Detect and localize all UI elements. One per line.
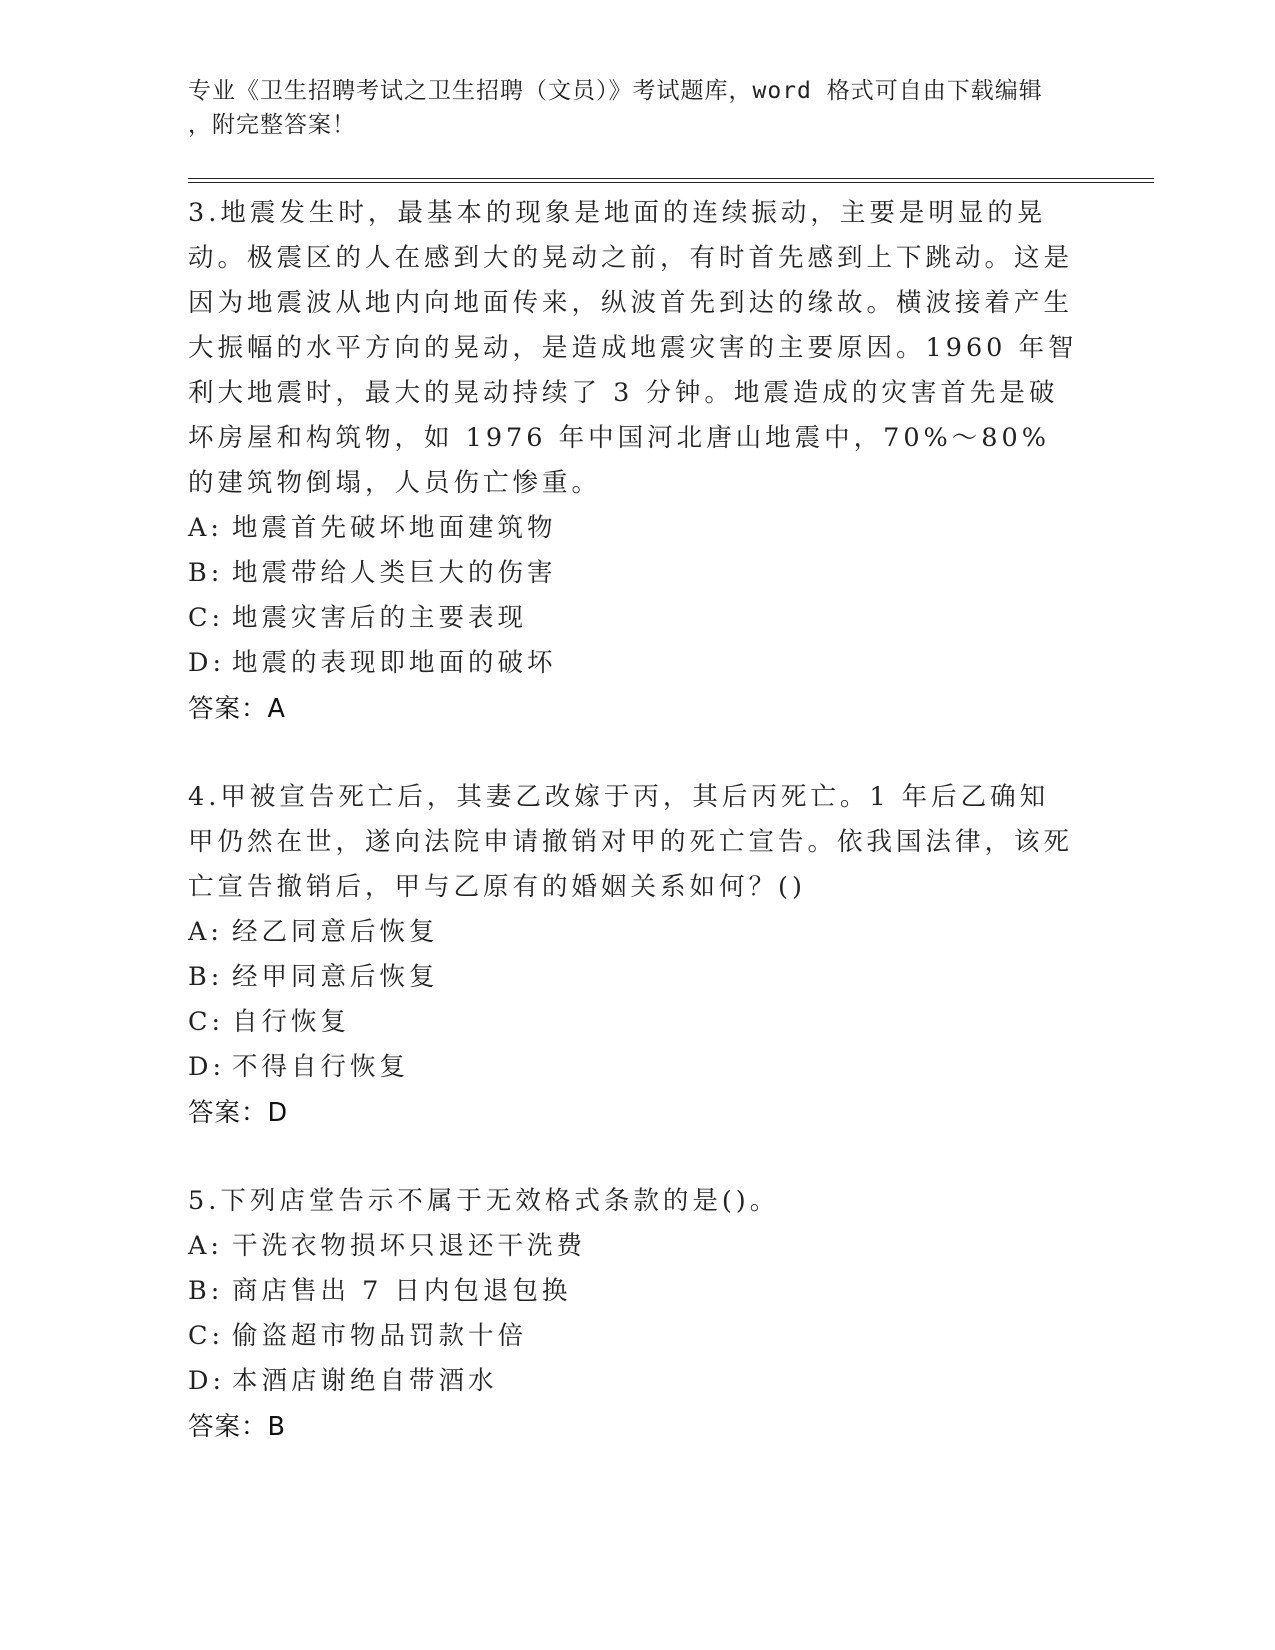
question-text: 5.下列店堂告示不属于无效格式条款的是()。: [188, 1186, 780, 1216]
option-text: 地震的表现即地面的破坏: [232, 648, 557, 678]
option-c: [188, 1314, 1078, 1359]
option-key: D:: [188, 1366, 226, 1396]
option-d: [188, 641, 1078, 686]
option-text: 经甲同意后恢复: [232, 962, 439, 992]
header-line-2: ，附完整答案！: [188, 112, 356, 138]
option-key: C:: [188, 1007, 225, 1037]
option-key: B:: [188, 962, 224, 992]
option-text: 自行恢复: [232, 1007, 351, 1037]
option-key: B:: [188, 558, 224, 588]
option-b: [188, 1269, 1078, 1314]
option-text: 地震带给人类巨大的伤害: [232, 558, 557, 588]
question-5: [188, 1179, 1078, 1450]
header-rule-top: [188, 178, 1154, 179]
option-key: A:: [188, 917, 224, 947]
option-key: C:: [188, 1321, 225, 1351]
question-list: [188, 191, 1078, 1493]
header-line-1: 专业《卫生招聘考试之卫生招聘（文员）》考试题库，word 格式可自由下载编辑: [188, 78, 1043, 104]
option-c: [188, 1000, 1078, 1045]
option-b: [188, 551, 1078, 596]
option-key: B:: [188, 1276, 224, 1306]
option-text: 不得自行恢复: [232, 1052, 410, 1082]
option-text: 地震灾害后的主要表现: [232, 603, 528, 633]
question-3: [188, 191, 1078, 732]
option-text: 本酒店谢绝自带酒水: [232, 1366, 498, 1396]
answer-label: 答案：A: [188, 694, 286, 724]
question-4: [188, 775, 1078, 1136]
option-text: 偷盗超市物品罚款十倍: [232, 1321, 528, 1351]
document-header: [188, 74, 1088, 142]
option-key: A:: [188, 513, 224, 543]
option-key: D:: [188, 1052, 226, 1082]
option-a: [188, 506, 1078, 551]
option-key: A:: [188, 1231, 224, 1261]
option-d: [188, 1359, 1078, 1404]
option-text: 商店售出 7 日内包退包换: [232, 1276, 572, 1306]
header-rule-bottom: [188, 182, 1154, 183]
option-text: 经乙同意后恢复: [232, 917, 439, 947]
option-c: [188, 596, 1078, 641]
option-a: [188, 1224, 1078, 1269]
option-key: D:: [188, 648, 226, 678]
option-text: 地震首先破坏地面建筑物: [232, 513, 557, 543]
answer-label: 答案：D: [188, 1098, 289, 1128]
question-text: 4.甲被宣告死亡后，其妻乙改嫁于丙，其后丙死亡。1 年后乙确知甲仍然在世，遂向法院申请撤销对甲的死亡宣告。依我国法律，该死亡宣告撤销后，甲与乙原有的婚姻关系如何？(): [188, 782, 1074, 902]
option-text: 干洗衣物损坏只退还干洗费: [232, 1231, 587, 1261]
option-a: [188, 910, 1078, 955]
question-text: 3.地震发生时，最基本的现象是地面的连续振动，主要是明显的晃动。极震区的人在感到大的晃动之前，有时首先感到上下跳动。这是因为地震波从地内向地面传来，纵波首先到达的缘故。横波接着产生大振幅的水平方向的晃动，是造成地震灾害的主要原因。1960 年智利大地震时，最大的晃动持续了 3 分钟。地震造成的灾害首先是破坏房屋和构筑物，如 1976 年中国河北唐山地震中，70%～80%的建筑物倒塌，人员伤亡惨重。: [188, 198, 1078, 498]
option-key: C:: [188, 603, 225, 633]
answer-label: 答案：B: [188, 1412, 286, 1442]
option-b: [188, 955, 1078, 1000]
option-d: [188, 1045, 1078, 1090]
